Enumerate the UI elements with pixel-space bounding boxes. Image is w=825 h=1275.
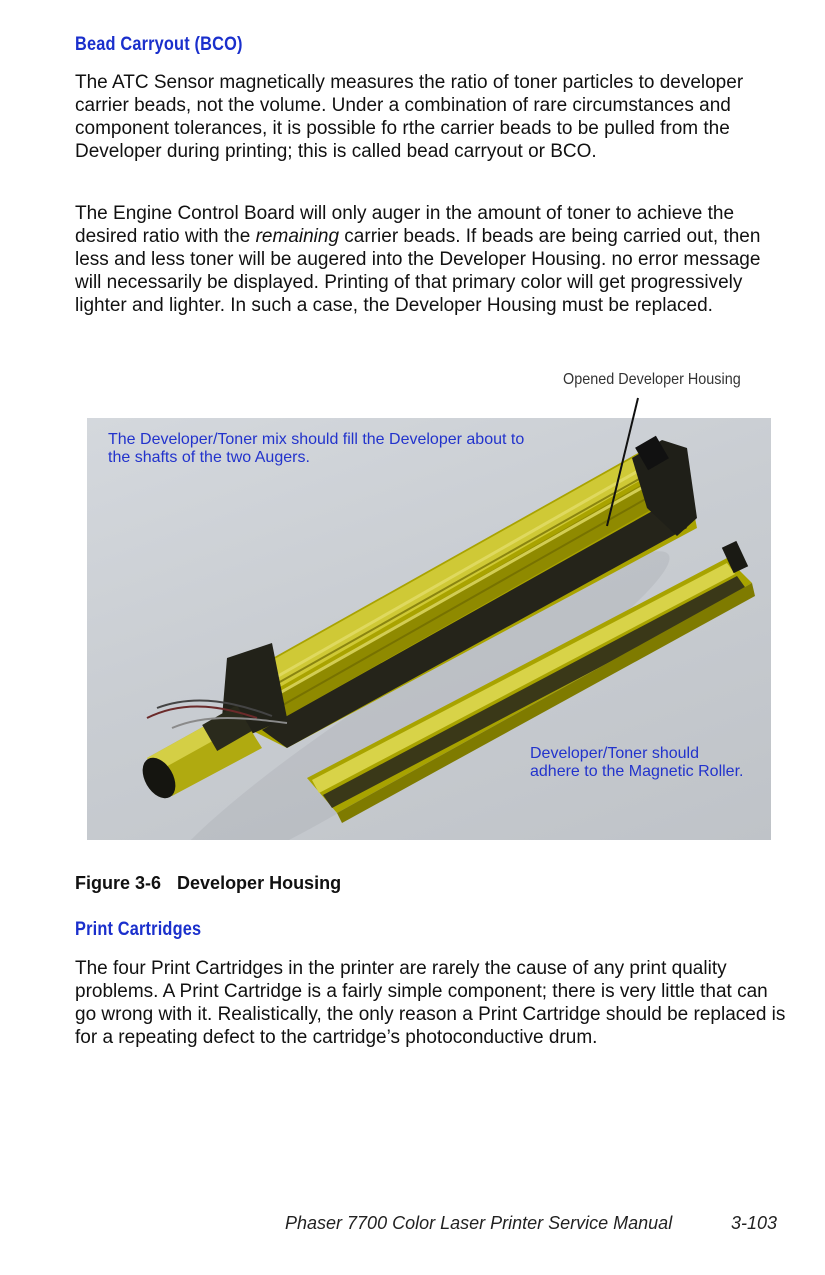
figure-caption	[75, 873, 341, 894]
footer-page-number: 3-103	[731, 1213, 778, 1233]
callout-developer-mix: The Developer/Toner mix should fill the Developer about to the shafts of the two Augers.	[108, 431, 525, 466]
bco-paragraph-2-emphasis: remaining	[255, 226, 340, 247]
print-cartridges-paragraph	[75, 957, 790, 1049]
footer-manual-title: Phaser 7700 Color Laser Printer Service Manual	[285, 1213, 673, 1233]
developer-housing-photo	[87, 418, 771, 840]
figure-caption-title: Developer Housing	[177, 873, 342, 893]
bco-paragraph-2-text	[75, 202, 790, 317]
figure-label-opened-housing: Opened Developer Housing	[563, 371, 741, 388]
bco-paragraph-1	[75, 71, 790, 163]
section-heading-bead-carryout: Bead Carryout (BCO)	[75, 34, 243, 55]
bco-paragraph-1-text: The ATC Sensor magnetically measures the ratio of toner particles to developer carrier beads, not the volume. Under a combination of rare circumstances and component tolerances, it is possible fo rthe carrier beads to be pulled from the Developer during printing; this is called bead carryout or BCO.	[75, 72, 744, 162]
bco-paragraph-2	[75, 202, 790, 317]
bco-paragraph-2-after: carrier beads. If beads are being carried out, then less and less toner will be augered into the Developer Housing. no error message will necessarily be displayed. Printing of that primary color will get progressively lighter and lighter. In such a case, the Developer Housing must be replaced.	[75, 226, 761, 316]
section-heading-print-cartridges: Print Cartridges	[75, 919, 202, 940]
print-cartridges-paragraph-text: The four Print Cartridges in the printer are rarely the cause of any print quality problems. A Print Cartridge is a fairly simple component; there is very little that can go wrong with it. Realistically, the only reason a Print Cartridge should be replaced is for a repeating defect to the cartridge’s photoconductive drum.	[75, 958, 786, 1048]
figure-caption-number: Figure 3-6	[75, 873, 162, 893]
callout-magnetic-roller: Developer/Toner should adhere to the Magnetic Roller.	[530, 745, 744, 780]
bco-paragraph-2-before: The Engine Control Board will only auger in the amount of toner to achieve the desired ratio with the	[75, 203, 735, 247]
